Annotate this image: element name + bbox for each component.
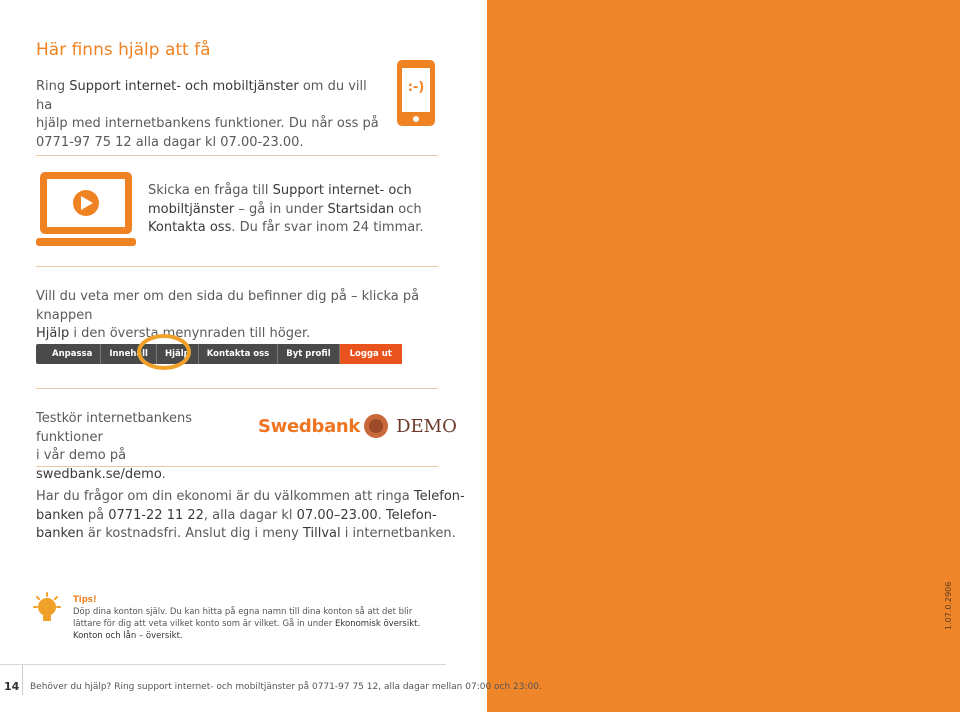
text-fragment: i vår demo på bbox=[36, 448, 127, 463]
demo-text bbox=[36, 410, 256, 484]
text-line: Vill du veta mer om den sida du befinner dig på – klicka på knappen bbox=[36, 289, 420, 323]
page-number: 14 bbox=[4, 680, 20, 693]
startsidan-link[interactable]: Startsidan bbox=[327, 201, 395, 217]
support-link[interactable]: mobiltjänster bbox=[148, 201, 235, 217]
text-line: Testkör internetbankens funktioner bbox=[36, 411, 193, 445]
menu-item-kontakta-oss[interactable]: Kontakta oss bbox=[199, 344, 279, 364]
text-line: hjälp med internetbankens funktioner. Du når oss på bbox=[36, 116, 379, 131]
divider bbox=[36, 466, 438, 467]
text-fragment: Ring bbox=[36, 79, 70, 94]
support-link[interactable]: Support internet- och bbox=[272, 183, 412, 198]
hjalp-link[interactable]: Hjälp bbox=[36, 326, 70, 341]
tips-box bbox=[73, 594, 453, 642]
phone-number: 0771-22 11 22 bbox=[108, 507, 204, 523]
kontakta-oss-link[interactable]: Kontakta oss bbox=[148, 220, 232, 235]
swedbank-demo-logo bbox=[258, 414, 457, 438]
text-fragment: . bbox=[377, 507, 386, 523]
laptop-play-icon bbox=[36, 172, 136, 248]
text-fragment: och bbox=[394, 201, 422, 217]
text-fragment: . bbox=[161, 466, 166, 482]
tips-title: Tips! bbox=[73, 595, 97, 605]
footer-divider bbox=[0, 664, 446, 665]
text-fragment: lättare för dig att veta vilket konto som är vilket. Gå in under bbox=[73, 619, 335, 629]
help-intro-text bbox=[36, 78, 386, 152]
demo-logo-text: DEMO bbox=[396, 415, 457, 437]
divider bbox=[36, 155, 438, 156]
menu-item-anpassa[interactable]: Anpassa bbox=[36, 344, 101, 364]
logout-button[interactable]: Logga ut bbox=[340, 344, 402, 364]
menu-item-byt-profil[interactable]: Byt profil bbox=[278, 344, 339, 364]
telefonbanken-link[interactable]: banken bbox=[36, 526, 84, 541]
demo-link[interactable]: swedbank.se/demo bbox=[36, 466, 162, 482]
telefonbanken-text bbox=[36, 488, 476, 544]
help-button-text bbox=[36, 288, 456, 344]
text-fragment: , alla dagar kl bbox=[203, 507, 297, 523]
text-fragment: är kostnadsfri. Anslut dig i meny bbox=[83, 526, 303, 541]
menu-bar bbox=[36, 344, 392, 364]
text-fragment: i internetbanken. bbox=[340, 526, 456, 541]
divider bbox=[36, 388, 438, 389]
text-fragment: – gå in under bbox=[234, 201, 328, 217]
menu-item-hjalp[interactable]: Hjälp bbox=[157, 344, 199, 364]
menu-item-innehall[interactable]: Innehåll bbox=[101, 344, 157, 364]
konton-lan-link[interactable]: Konton och lån – översikt. bbox=[73, 631, 183, 641]
page-title: Här finns hjälp att få bbox=[36, 40, 211, 60]
telefonbanken-link[interactable]: Telefon- bbox=[413, 489, 465, 504]
tillval-link[interactable]: Tillval bbox=[302, 526, 341, 541]
oak-tree-icon bbox=[364, 414, 388, 438]
telefonbanken-link[interactable]: Telefon- bbox=[385, 507, 437, 523]
tips-line: Döp dina konton själv. Du kan hitta på egna namn till dina konton så att det blir bbox=[73, 607, 413, 617]
text-line: 0771-97 75 12 alla dagar kl 07.00-23.00. bbox=[36, 134, 304, 150]
text-fragment: i den översta menynraden till höger. bbox=[69, 326, 311, 341]
text-fragment: på bbox=[83, 507, 109, 523]
phone-icon bbox=[395, 58, 437, 128]
support-link[interactable]: Support internet- och mobiltjänster bbox=[69, 79, 299, 94]
divider bbox=[36, 266, 438, 267]
text-fragment: Skicka en fråga till bbox=[148, 183, 273, 198]
highlight-circle bbox=[137, 334, 191, 370]
ekonomisk-oversikt-link[interactable]: Ekonomisk översikt. bbox=[335, 619, 421, 629]
smiley-text: :-) bbox=[407, 80, 425, 95]
text-fragment: . Du får svar inom 24 timmar. bbox=[231, 220, 424, 235]
swedbank-logo-text: Swedbank bbox=[258, 415, 361, 437]
footer-text: Behöver du hjälp? Ring support internet- och mobiltjänster på 0771-97 75 12, alla dagar mellan 07:00 och 23:00. bbox=[30, 682, 542, 692]
question-text bbox=[148, 182, 448, 238]
text-fragment: om du vill ha bbox=[36, 79, 367, 113]
footer-separator bbox=[22, 665, 23, 695]
document-code: 1.07.0.2906 bbox=[944, 581, 953, 630]
text-fragment: Har du frågor om din ekonomi är du välkommen att ringa bbox=[36, 489, 414, 504]
lightbulb-icon bbox=[30, 592, 64, 626]
opening-hours: 07.00–23.00 bbox=[296, 507, 378, 523]
orange-side-panel bbox=[487, 0, 960, 712]
telefonbanken-link[interactable]: banken bbox=[36, 507, 84, 523]
